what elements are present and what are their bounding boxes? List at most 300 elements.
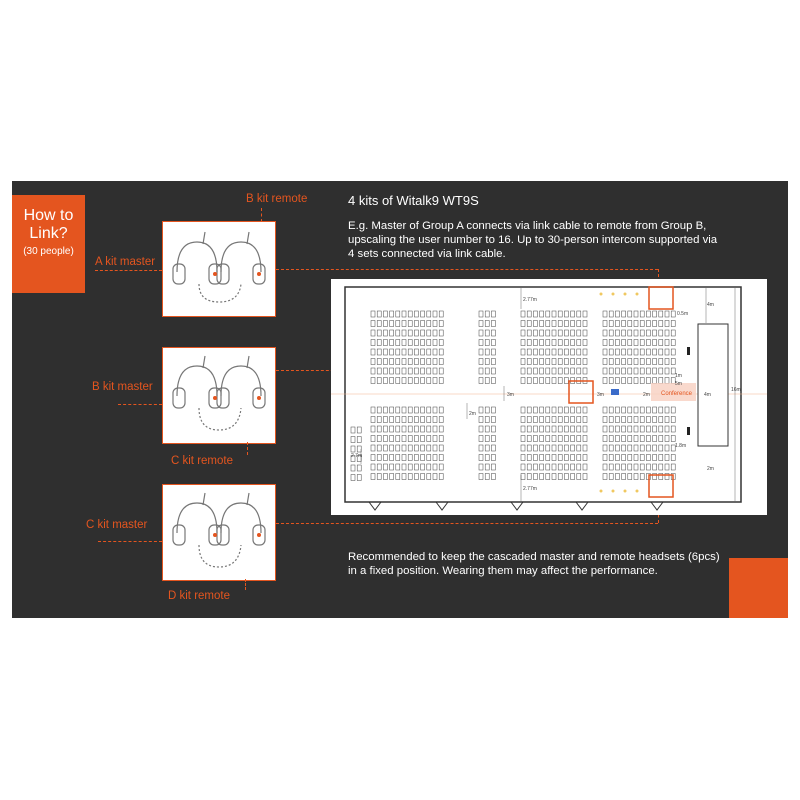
seat	[427, 349, 431, 355]
seat	[552, 349, 556, 355]
seat	[659, 436, 663, 442]
seat	[634, 340, 638, 346]
seat	[653, 436, 657, 442]
seat	[634, 426, 638, 432]
seat	[479, 417, 483, 423]
seat	[377, 311, 381, 317]
seat	[485, 426, 489, 432]
seat	[421, 464, 425, 470]
seat	[564, 455, 568, 461]
seat	[383, 436, 387, 442]
seat	[383, 349, 387, 355]
seat	[640, 330, 644, 336]
seat	[640, 321, 644, 327]
seat	[640, 426, 644, 432]
seat	[540, 445, 544, 451]
seat	[357, 437, 361, 443]
seat	[439, 340, 443, 346]
seat	[577, 340, 581, 346]
seat	[546, 455, 550, 461]
seat	[546, 359, 550, 365]
seat	[433, 330, 437, 336]
seat	[479, 474, 483, 480]
doors	[369, 502, 663, 510]
seat	[577, 368, 581, 374]
seat	[577, 330, 581, 336]
seat	[558, 417, 562, 423]
seat	[527, 426, 531, 432]
seat	[533, 464, 537, 470]
seat	[371, 436, 375, 442]
seat	[427, 330, 431, 336]
dim-27: 2.7m	[351, 453, 363, 459]
seat	[571, 417, 575, 423]
seat	[615, 368, 619, 374]
seat	[527, 455, 531, 461]
seat	[427, 368, 431, 374]
seat	[615, 359, 619, 365]
seat	[564, 330, 568, 336]
seat	[383, 330, 387, 336]
seat	[646, 321, 650, 327]
seat	[421, 330, 425, 336]
seat	[433, 359, 437, 365]
seat	[402, 349, 406, 355]
seat	[414, 368, 418, 374]
seat	[371, 359, 375, 365]
seat	[479, 311, 483, 317]
seat	[564, 417, 568, 423]
seat	[640, 311, 644, 317]
seat	[622, 464, 626, 470]
seat	[371, 455, 375, 461]
seat	[383, 455, 387, 461]
seat	[603, 340, 607, 346]
seat	[390, 349, 394, 355]
seat	[653, 349, 657, 355]
seat	[527, 359, 531, 365]
seat	[377, 359, 381, 365]
seat	[653, 464, 657, 470]
seat	[622, 378, 626, 384]
label-c-kit-remote: C kit remote	[171, 455, 233, 467]
seat	[427, 378, 431, 384]
seat	[552, 436, 556, 442]
seat	[558, 455, 562, 461]
seat	[408, 359, 412, 365]
seat	[671, 359, 675, 365]
seat	[433, 474, 437, 480]
seat	[646, 378, 650, 384]
seat	[408, 340, 412, 346]
seat	[546, 407, 550, 413]
seat	[577, 311, 581, 317]
seat	[408, 330, 412, 336]
seat	[615, 340, 619, 346]
dim-16m: 16m	[731, 387, 741, 393]
seat	[615, 455, 619, 461]
seat	[659, 464, 663, 470]
seat	[571, 340, 575, 346]
seat	[622, 311, 626, 317]
seat	[533, 474, 537, 480]
seat	[433, 417, 437, 423]
seat	[628, 426, 632, 432]
seat	[564, 436, 568, 442]
dim-18m: 1.8m	[675, 443, 687, 449]
seat	[414, 407, 418, 413]
leader-b-remote-top	[261, 208, 262, 222]
seat	[479, 330, 483, 336]
seat	[659, 359, 663, 365]
dim-4m-mid: 4m	[704, 392, 711, 398]
seat	[351, 446, 355, 452]
seat	[491, 321, 495, 327]
seat	[622, 474, 626, 480]
seat	[628, 445, 632, 451]
seat	[577, 455, 581, 461]
seat	[421, 321, 425, 327]
seat	[577, 407, 581, 413]
seat	[665, 321, 669, 327]
seat	[357, 475, 361, 481]
seat	[485, 445, 489, 451]
diagram-title: 4 kits of Witalk9 WT9S	[348, 193, 479, 208]
seat	[540, 340, 544, 346]
seat	[390, 359, 394, 365]
seat	[628, 311, 632, 317]
seat	[571, 474, 575, 480]
seat	[414, 359, 418, 365]
seat	[671, 321, 675, 327]
seat	[390, 407, 394, 413]
how-to-line2: Link?	[29, 225, 68, 242]
seat	[659, 311, 663, 317]
seat	[351, 475, 355, 481]
seat	[622, 349, 626, 355]
seat	[396, 349, 400, 355]
seat	[427, 455, 431, 461]
seat	[371, 445, 375, 451]
seat	[383, 368, 387, 374]
seat	[521, 474, 525, 480]
seat	[521, 407, 525, 413]
how-to-link-badge	[12, 195, 85, 293]
seat	[408, 474, 412, 480]
seat	[659, 378, 663, 384]
seat	[546, 311, 550, 317]
seat	[558, 368, 562, 374]
seat	[396, 330, 400, 336]
seat	[533, 311, 537, 317]
seat	[659, 426, 663, 432]
seat	[408, 311, 412, 317]
seat	[485, 340, 489, 346]
seat	[371, 464, 375, 470]
seat	[628, 349, 632, 355]
seat	[558, 436, 562, 442]
seat	[671, 464, 675, 470]
seat	[552, 359, 556, 365]
seat	[603, 330, 607, 336]
seat	[552, 378, 556, 384]
seat	[622, 359, 626, 365]
leader-c-remote	[247, 442, 248, 455]
seat	[527, 417, 531, 423]
seat	[622, 426, 626, 432]
seat	[615, 321, 619, 327]
description-text: E.g. Master of Group A connects via link cable to remote from Group B, upscaling the user number to 16. Up to 30-person intercom supported via 4 sets connected via link cable.	[348, 220, 718, 260]
dim-1m: 1m	[675, 373, 682, 379]
seat	[665, 426, 669, 432]
seat	[414, 378, 418, 384]
seat	[390, 474, 394, 480]
dim-277-top: 2.77m	[523, 297, 537, 303]
seat	[659, 368, 663, 374]
seat	[609, 464, 613, 470]
seat	[421, 426, 425, 432]
seat	[402, 426, 406, 432]
seat	[390, 464, 394, 470]
dim-4m-top: 4m	[707, 302, 714, 308]
seat	[622, 330, 626, 336]
seat	[390, 426, 394, 432]
seat	[485, 455, 489, 461]
seat	[408, 455, 412, 461]
seat	[390, 417, 394, 423]
seat	[546, 330, 550, 336]
seat	[640, 340, 644, 346]
seat	[408, 407, 412, 413]
seat	[653, 378, 657, 384]
seat	[383, 417, 387, 423]
seat	[491, 455, 495, 461]
seat	[646, 455, 650, 461]
seat	[609, 417, 613, 423]
seat	[527, 321, 531, 327]
seat	[433, 407, 437, 413]
seat	[671, 455, 675, 461]
seat	[485, 436, 489, 442]
seat	[371, 474, 375, 480]
seat	[521, 349, 525, 355]
seat	[479, 349, 483, 355]
seat	[646, 445, 650, 451]
seat	[634, 349, 638, 355]
seat	[558, 359, 562, 365]
seat	[485, 378, 489, 384]
seat	[622, 436, 626, 442]
seat	[479, 368, 483, 374]
seat	[583, 474, 587, 480]
seat	[583, 407, 587, 413]
seat	[640, 368, 644, 374]
seat	[552, 340, 556, 346]
conference-label: Conference	[661, 391, 693, 397]
seat	[408, 417, 412, 423]
seat	[552, 464, 556, 470]
seat	[433, 349, 437, 355]
seat	[371, 417, 375, 423]
seat	[665, 417, 669, 423]
leader-b-master	[118, 404, 162, 405]
seat	[521, 330, 525, 336]
speaker-top	[687, 347, 690, 355]
seat	[634, 445, 638, 451]
seat	[396, 417, 400, 423]
seat	[485, 321, 489, 327]
dim-2m-right: 2m	[643, 392, 650, 398]
seat	[540, 359, 544, 365]
headsets-illustration-b	[163, 348, 275, 443]
seat	[377, 455, 381, 461]
seat	[546, 464, 550, 470]
seat	[558, 311, 562, 317]
seat	[390, 330, 394, 336]
seat	[396, 407, 400, 413]
seat	[521, 340, 525, 346]
seat	[634, 474, 638, 480]
seat	[485, 359, 489, 365]
seat	[377, 445, 381, 451]
seat	[414, 464, 418, 470]
label-c-kit-master: C kit master	[86, 519, 148, 531]
seat	[665, 311, 669, 317]
seat	[640, 436, 644, 442]
seat	[540, 426, 544, 432]
seat	[546, 340, 550, 346]
kit-card-c	[162, 484, 276, 581]
seat	[479, 340, 483, 346]
seat	[634, 321, 638, 327]
seat	[546, 321, 550, 327]
seat	[546, 349, 550, 355]
seat	[414, 330, 418, 336]
seat	[671, 330, 675, 336]
seat	[552, 311, 556, 317]
seat	[609, 340, 613, 346]
seat	[552, 368, 556, 374]
seat	[653, 330, 657, 336]
seat	[622, 455, 626, 461]
seat	[671, 311, 675, 317]
seat	[421, 311, 425, 317]
dim-05: 0.5m	[677, 311, 689, 317]
seat	[622, 368, 626, 374]
seat	[414, 426, 418, 432]
seat	[491, 340, 495, 346]
seat	[396, 359, 400, 365]
seat	[571, 426, 575, 432]
seat	[540, 330, 544, 336]
seat	[421, 359, 425, 365]
seat	[433, 368, 437, 374]
seat	[485, 311, 489, 317]
seat	[427, 426, 431, 432]
seat	[640, 474, 644, 480]
seat	[558, 464, 562, 470]
camera-icon	[611, 389, 619, 395]
seat	[433, 436, 437, 442]
dim-2m-mid: 2m	[469, 411, 476, 417]
dim-3m-left: 3m	[507, 392, 514, 398]
seat	[377, 464, 381, 470]
seat	[659, 417, 663, 423]
seat	[421, 349, 425, 355]
seat	[439, 436, 443, 442]
seat	[402, 464, 406, 470]
seat	[564, 464, 568, 470]
seat	[521, 378, 525, 384]
seat	[491, 474, 495, 480]
seat	[402, 321, 406, 327]
seat	[583, 349, 587, 355]
seat	[659, 407, 663, 413]
seat	[646, 464, 650, 470]
seat	[646, 368, 650, 374]
how-to-line1: How to	[23, 207, 74, 224]
seat	[357, 446, 361, 452]
seat	[439, 426, 443, 432]
seat	[521, 426, 525, 432]
seat	[665, 407, 669, 413]
headsets-illustration-c	[163, 485, 275, 580]
seat	[533, 436, 537, 442]
seat	[665, 359, 669, 365]
seat	[521, 311, 525, 317]
seat	[558, 349, 562, 355]
seat	[427, 436, 431, 442]
seat	[421, 417, 425, 423]
seat	[421, 378, 425, 384]
seat	[540, 407, 544, 413]
seat	[634, 359, 638, 365]
seat	[377, 340, 381, 346]
seat	[383, 474, 387, 480]
seat	[479, 436, 483, 442]
seat	[609, 455, 613, 461]
seat	[609, 407, 613, 413]
seat	[552, 426, 556, 432]
kit-card-a	[162, 221, 276, 317]
seat	[609, 330, 613, 336]
seat	[622, 321, 626, 327]
seat	[552, 417, 556, 423]
seat	[653, 417, 657, 423]
seat	[646, 349, 650, 355]
seat	[665, 436, 669, 442]
seat	[571, 330, 575, 336]
seat	[439, 321, 443, 327]
seat	[383, 321, 387, 327]
seat	[491, 445, 495, 451]
seat	[485, 330, 489, 336]
seat	[615, 436, 619, 442]
seat	[377, 349, 381, 355]
seat	[540, 464, 544, 470]
seat	[527, 474, 531, 480]
seat	[628, 340, 632, 346]
seat	[479, 359, 483, 365]
dim-5m: 5m	[675, 381, 682, 387]
seat	[564, 378, 568, 384]
seat	[479, 426, 483, 432]
seat	[371, 349, 375, 355]
seat	[491, 436, 495, 442]
seat	[540, 368, 544, 374]
seat	[527, 349, 531, 355]
accent-corner	[729, 558, 788, 618]
